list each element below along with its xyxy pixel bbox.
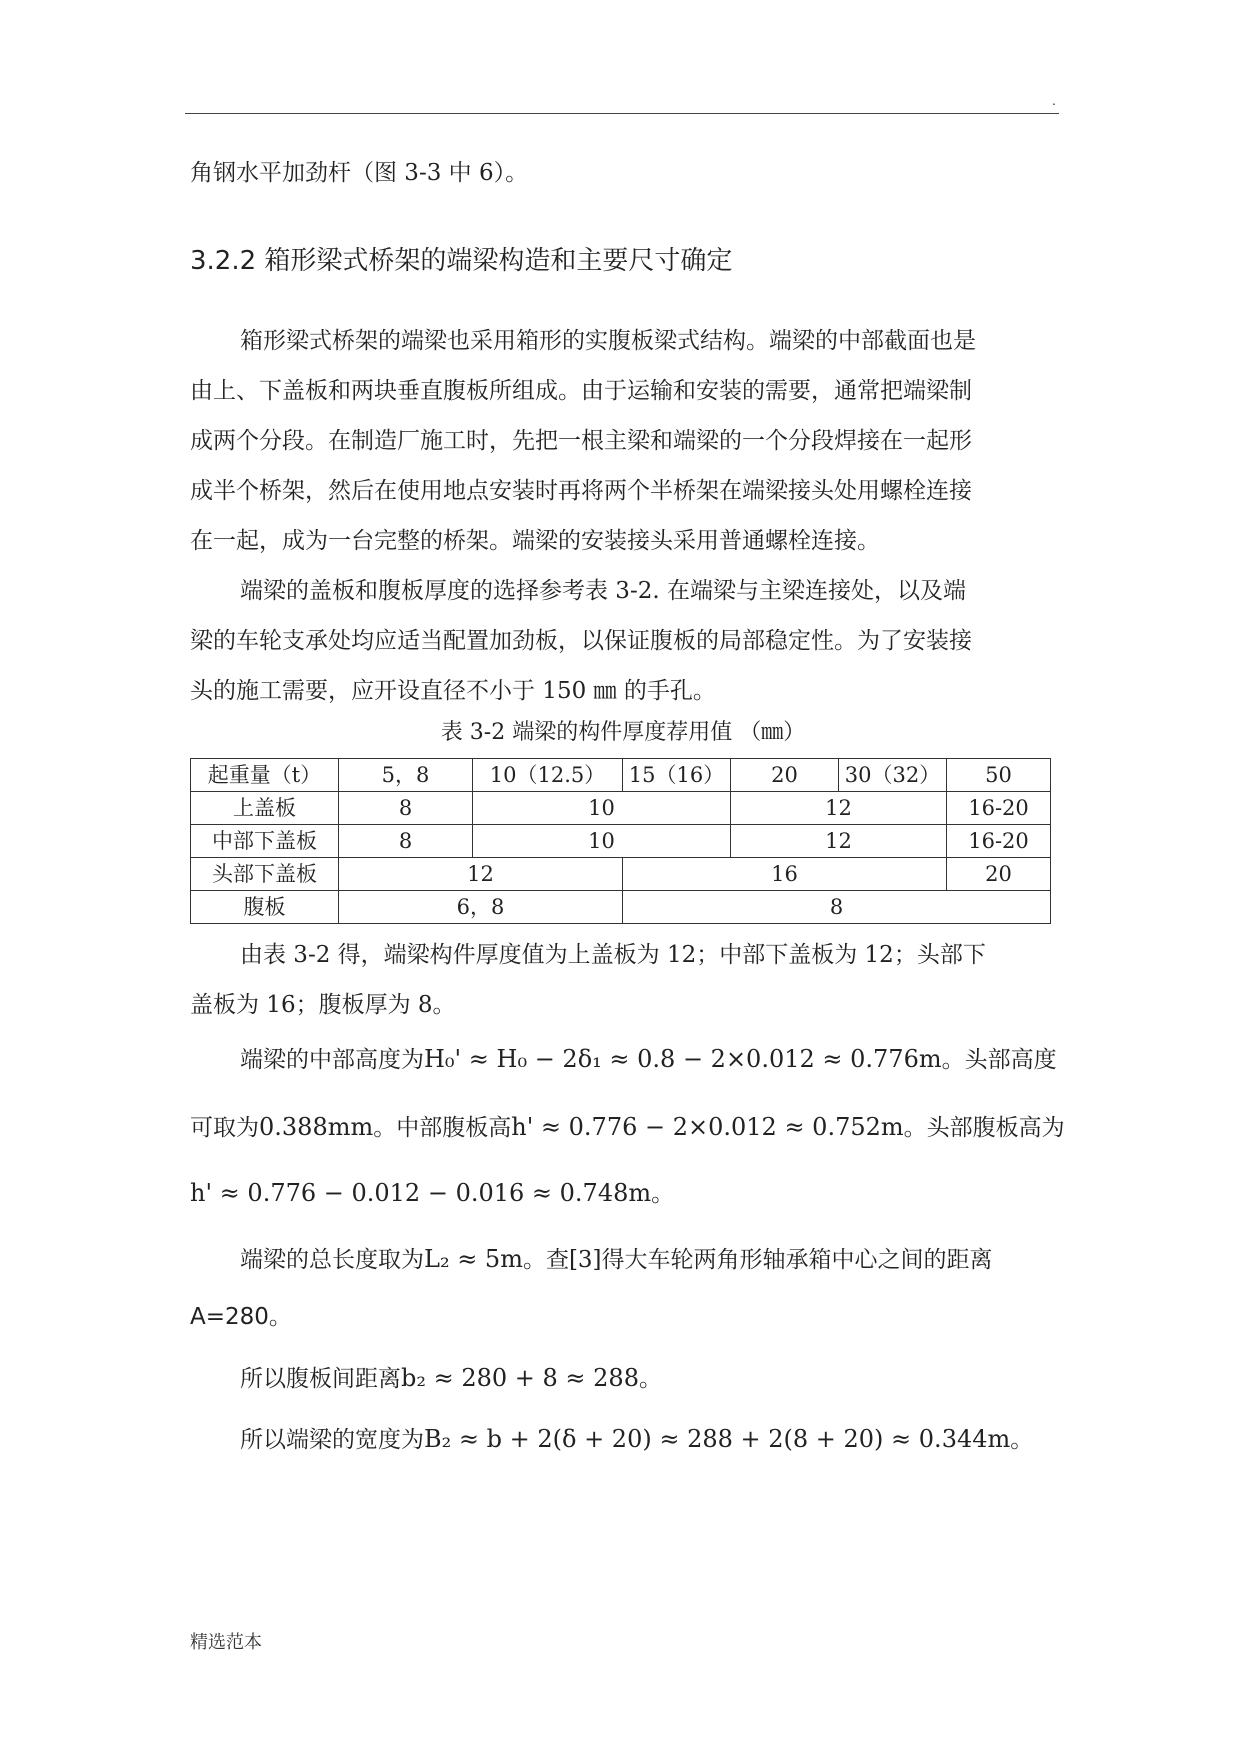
row-label: 上盖板 <box>191 792 339 825</box>
table-row <box>191 825 1051 858</box>
equation-lead: 端梁的总长度取为 <box>240 1247 424 1273</box>
equation-expression: L₂ ≈ 5m <box>424 1245 523 1273</box>
table-cell: 10 <box>473 792 731 825</box>
paragraph-line: 成两个分段。在制造厂施工时，先把一根主梁和端梁的一个分段焊接在一起形 <box>190 428 972 454</box>
table-caption: 表 3-2 端梁的构件厚度荐用值 （㎜） <box>440 720 806 745</box>
equation-line <box>240 1244 993 1275</box>
table-cell: 12 <box>731 825 947 858</box>
row-label: 腹板 <box>191 891 339 924</box>
table-header-row <box>191 759 1051 792</box>
row-label: 头部下盖板 <box>191 858 339 891</box>
table-header-cell: 30（32） <box>839 759 947 792</box>
equation-mid: 。中部腹板高 <box>373 1115 512 1141</box>
equation-line <box>240 1424 1033 1455</box>
paragraph-line: 由上、下盖板和两块垂直腹板所组成。由于运输和安装的需要，通常把端梁制 <box>190 378 972 404</box>
equation-lead: 可取为 <box>190 1115 259 1141</box>
paragraph-line: 箱形梁式桥架的端梁也采用箱形的实腹板梁式结构。端梁的中部截面也是 <box>240 328 976 354</box>
table-row <box>191 891 1051 924</box>
equation-tail: 。 <box>1010 1427 1034 1453</box>
table-cell: 12 <box>339 858 623 891</box>
table-header-cell: 起重量（t） <box>191 759 339 792</box>
paragraph-continuation: 角钢水平加劲杆（图 3-3 中 6）。 <box>190 160 529 186</box>
paragraph-line: 梁的车轮支承处均应适当配置加劲板，以保证腹板的局部稳定性。为了安装接 <box>190 628 972 654</box>
equation-expression: H₀' ≈ H₀ − 2δ₁ ≈ 0.8 − 2×0.012 ≈ 0.776m <box>424 1045 942 1073</box>
table-cell: 16-20 <box>947 825 1051 858</box>
equation-tail: 。 <box>651 1181 675 1207</box>
table-header-cell: 50 <box>947 759 1051 792</box>
table-cell: 16 <box>623 858 947 891</box>
equation-line <box>190 1178 674 1209</box>
paragraph-line: A=280。 <box>190 1304 292 1330</box>
table-cell: 6，8 <box>339 891 623 924</box>
equation-tail: 。头部高度 <box>941 1047 1057 1073</box>
equation-expression: h' ≈ 0.776 − 0.012 − 0.016 ≈ 0.748m <box>190 1179 652 1207</box>
equation-tail: 。查[3]得大车轮两角形轴承箱中心之间的距离 <box>522 1247 993 1273</box>
table-cell: 20 <box>947 858 1051 891</box>
table-cell: 12 <box>731 792 947 825</box>
header-rule <box>185 113 1059 114</box>
table-cell: 10 <box>473 825 731 858</box>
equation-tail: 。头部腹板高为 <box>903 1115 1065 1141</box>
table-header-cell: 10（12.5） <box>473 759 623 792</box>
equation-lead: 端梁的中部高度为 <box>240 1047 424 1073</box>
equation-expression: b₂ ≈ 280 + 8 ≈ 288 <box>401 1364 639 1392</box>
table-header-cell: 20 <box>731 759 839 792</box>
paragraph-line: 成半个桥架，然后在使用地点安装时再将两个半桥架在端梁接头处用螺栓连接 <box>190 478 972 504</box>
equation-lead: 所以腹板间距离 <box>240 1366 401 1392</box>
equation-expression: h' ≈ 0.776 − 2×0.012 ≈ 0.752m <box>511 1113 904 1141</box>
paragraph-line: 在一起，成为一台完整的桥架。端梁的安装接头采用普通螺栓连接。 <box>190 528 880 554</box>
section-heading: 3.2.2 箱形梁式桥架的端梁构造和主要尺寸确定 <box>190 246 733 276</box>
table-cell: 8 <box>339 792 473 825</box>
page-footer: 精选范本 <box>190 1632 262 1653</box>
row-label: 中部下盖板 <box>191 825 339 858</box>
equation-line <box>240 1044 1057 1075</box>
table-cell: 8 <box>339 825 473 858</box>
table-header-cell: 5，8 <box>339 759 473 792</box>
spec-table <box>190 758 1051 924</box>
equation-lead: 所以端梁的宽度为 <box>240 1427 424 1453</box>
equation-expression: 0.388mm <box>259 1113 374 1141</box>
paragraph-line: 由表 3-2 得，端梁构件厚度值为上盖板为 12；中部下盖板为 12；头部下 <box>240 942 986 968</box>
equation-line <box>190 1112 1065 1143</box>
table-row <box>191 792 1051 825</box>
paragraph-line: 端梁的盖板和腹板厚度的选择参考表 3-2. 在端梁与主梁连接处，以及端 <box>240 578 966 604</box>
table-cell: 16-20 <box>947 792 1051 825</box>
header-dot: . <box>1052 92 1056 108</box>
table-row <box>191 858 1051 891</box>
equation-line <box>240 1363 662 1394</box>
table-cell: 8 <box>623 891 1051 924</box>
table-header-cell: 15（16） <box>623 759 731 792</box>
equation-tail: 。 <box>638 1366 662 1392</box>
equation-expression: B₂ ≈ b + 2(δ + 20) ≈ 288 + 2(8 + 20) ≈ 0.344m <box>424 1425 1011 1453</box>
paragraph-line: 盖板为 16；腹板厚为 8。 <box>190 992 456 1018</box>
paragraph-line: 头的施工需要，应开设直径不小于 150 ㎜ 的手孔。 <box>190 678 716 704</box>
